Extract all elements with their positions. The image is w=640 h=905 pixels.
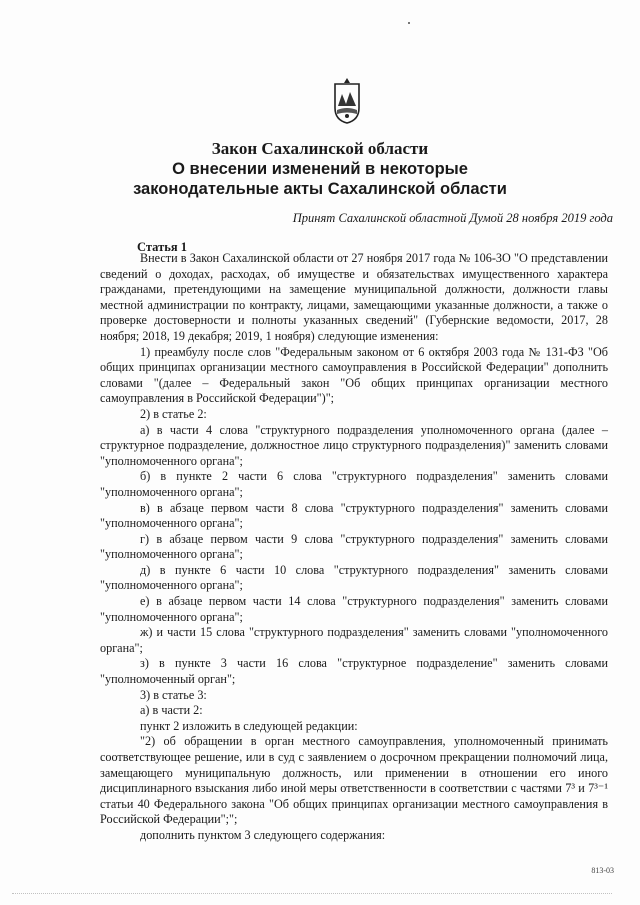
paragraph-intro: Внести в Закон Сахалинской области от 27 ноября 2017 года № 106-ЗО "О представлении сведений о доходах, расходах, об имуществе и обязательствах имущественного характера гражданами, претендующими на замещение муниципальной должности, должности главы местной администрации по контракту, лицами, замещающими указанные должности, а также о проверке достоверности и полноты указанных сведений" (Губернские ведомости, 2017, 28 ноября; 2018, 19 декабря; 2019, 1 ноября) следующие изменения: [100, 251, 608, 343]
law-subject-line-2: законодательные акты Сахалинской области [133, 180, 507, 198]
paragraph-item-3a: а) в части 2: [140, 703, 203, 718]
paragraph-item-2e: е) в абзаце первом части 14 слова "структурного подразделения" заменить словами "уполномоченного органа"; [100, 594, 608, 624]
adoption-note: Принят Сахалинской областной Думой 28 ноября 2019 года [292, 211, 613, 225]
paragraph-item-2: 2) в статье 2: [140, 406, 207, 421]
law-title: Закон Сахалинской области [211, 139, 429, 158]
paragraph-item-3a-supplement: дополнить пунктом 3 следующего содержания: [140, 827, 386, 842]
scan-edge-noise [12, 893, 612, 896]
paragraph-item-1: 1) преамбулу после слов "Федеральным законом от 6 октября 2003 года № 131-ФЗ "Об общих принципах организации местного самоуправления в Российской Федерации" дополнить словами "(далее – Федеральный закон "Об общих принципах организации местного самоуправления в Российской Федерации")"; [100, 344, 608, 406]
paragraph-item-3a-new-text: "2) об обращении в орган местного самоуправления, уполномоченный принимать соответствующее решение, или в суд с заявлением о досрочном прекращении полномочий лица, замещающего муниципальную должность, или применении в отношении его иного дисциплинарного взыскания либо иной меры ответственности в соответствии с частями 7³ и 7³⁻¹ статьи 40 Федерального закона "Об общих принципах организации местного самоуправления в Российской Федерации";"; [100, 734, 608, 827]
article-body [100, 251, 608, 844]
paragraph-item-3a-instruction: пункт 2 изложить в следующей редакции: [140, 718, 358, 733]
paragraph-item-2z: з) в пункте 3 части 16 слова "структурное подразделение" заменить словами "уполномоченный орган"; [100, 656, 608, 687]
paragraph-item-2b: б) в пункте 2 части 6 слова "структурного подразделения" заменить словами "уполномоченного органа"; [100, 469, 608, 499]
scan-speck [408, 22, 410, 24]
paragraph-item-2v: в) в абзаце первом части 8 слова "структурного подразделения" заменить словами "уполномоченного органа"; [100, 500, 608, 531]
page-code: 813-03 [591, 866, 614, 875]
law-subject-line-1: О внесении изменений в некоторые [172, 160, 468, 178]
paragraph-item-2g: г) в абзаце первом части 9 слова "структурного подразделения" заменить словами "уполномоченного органа"; [100, 531, 608, 562]
paragraph-item-2a: а) в части 4 слова "структурного подразделения уполномоченного органа (далее – структурное подразделение, должностное лицо структурного подразделения)" заменить словами "уполномоченного органа"; [100, 422, 608, 468]
coat-of-arms-icon [332, 78, 362, 124]
paragraph-item-2d: д) в пункте 6 части 10 слова "структурного подразделения" заменить словами "уполномоченного органа"; [100, 562, 608, 593]
article-heading: Статья 1 [137, 240, 187, 254]
paragraph-item-2zh: ж) и части 15 слова "структурного подразделения" заменить словами "уполномоченного органа"; [100, 625, 608, 655]
paragraph-item-3: 3) в статье 3: [140, 687, 207, 702]
